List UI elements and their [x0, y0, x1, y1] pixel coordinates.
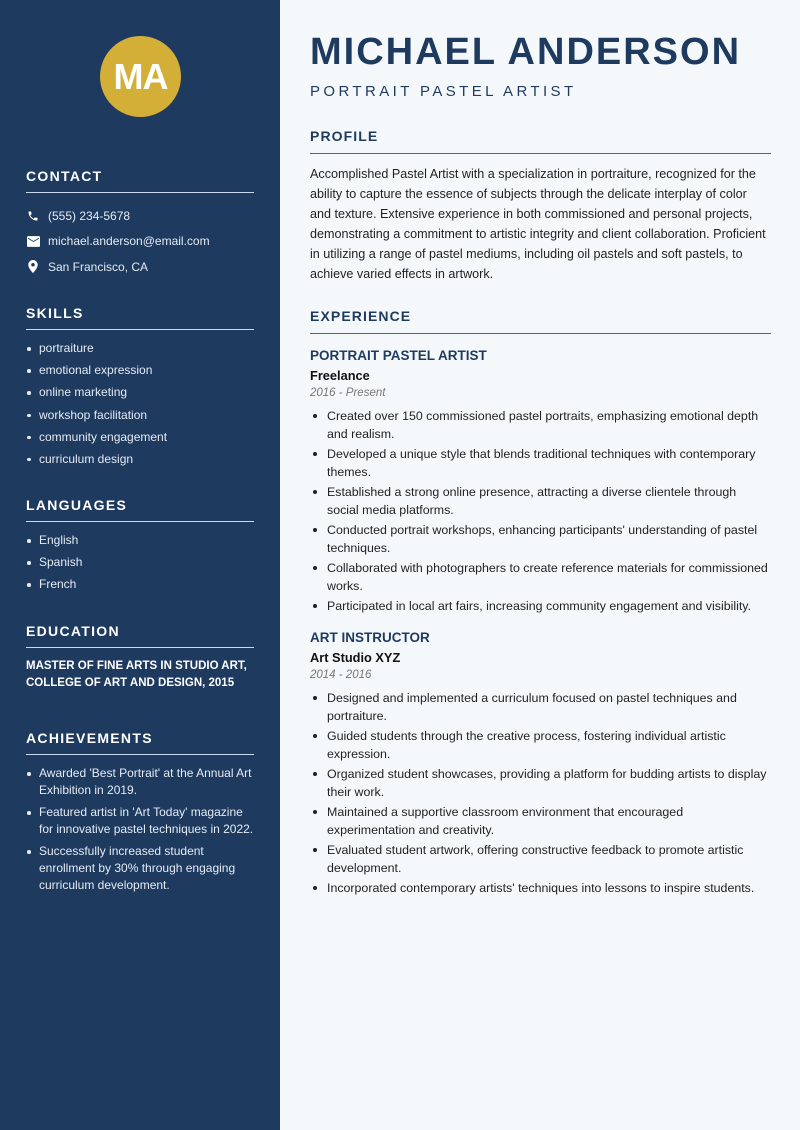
candidate-name: MICHAEL ANDERSON — [310, 31, 742, 73]
job-entry — [310, 348, 771, 615]
achievement-item: Awarded 'Best Portrait' at the Annual Art Exhibition in 2019. — [26, 765, 254, 799]
experience-section — [310, 308, 771, 899]
location-pin-icon — [26, 260, 40, 274]
skill-item: emotional expression — [26, 362, 254, 384]
achievements-list — [26, 765, 254, 894]
job-bullet: Incorporated contemporary artists' techniques into lessons to inspire students. — [310, 879, 771, 897]
phone-icon — [26, 209, 40, 223]
education-entry: MASTER OF FINE ARTS IN STUDIO ART, COLLEGE OF ART AND DESIGN, 2015 — [26, 660, 247, 689]
achievements-section — [26, 730, 254, 899]
email-icon — [26, 234, 40, 248]
skills-heading: SKILLS — [26, 305, 254, 330]
job-dates: 2016 - Present — [310, 387, 386, 399]
job-bullets — [310, 689, 771, 897]
contact-section — [26, 168, 254, 280]
job-bullet: Developed a unique style that blends traditional techniques with contemporary themes. — [310, 445, 771, 481]
job-bullet: Conducted portrait workshops, enhancing participants' understanding of pastel techniques. — [310, 521, 771, 557]
job-entry — [310, 630, 771, 897]
languages-list — [26, 532, 254, 599]
achievements-heading: ACHIEVEMENTS — [26, 730, 254, 755]
job-bullet: Created over 150 commissioned pastel portraits, emphasizing emotional depth and realism. — [310, 407, 771, 443]
skills-list — [26, 340, 254, 473]
job-bullet: Participated in local art fairs, increasing community engagement and visibility. — [310, 597, 771, 615]
job-bullet: Maintained a supportive classroom environment that encouraged experimentation and creativity. — [310, 803, 771, 839]
job-dates: 2014 - 2016 — [310, 669, 372, 681]
contact-phone — [26, 203, 254, 229]
contact-heading: CONTACT — [26, 168, 254, 193]
language-item: English — [26, 532, 254, 554]
skill-item: portraiture — [26, 340, 254, 362]
avatar-initials: MA — [113, 55, 168, 97]
profile-summary: Accomplished Pastel Artist with a specialization in portraiture, recognized for the ability to capture the essence of subjects through the delicate interplay of color and texture. Extensive experience in both commissioned and personal projects, demonstrating a commitment to artistic integrity and client collaboration. Proficient in utilizing a range of pastel mediums, including oil pastels and soft pastels, to achieve varied effects in artwork. — [310, 167, 766, 281]
avatar — [100, 36, 181, 117]
skill-item: online marketing — [26, 384, 254, 406]
achievement-item: Featured artist in 'Art Today' magazine for innovative pastel techniques in 2022. — [26, 804, 254, 838]
phone-text[interactable]: (555) 234-5678 — [48, 208, 131, 223]
experience-heading: EXPERIENCE — [310, 308, 771, 334]
location-text: San Francisco, CA — [48, 259, 149, 274]
job-bullet: Organized student showcases, providing a platform for budding artists to display their work. — [310, 765, 771, 801]
achievement-item: Successfully increased student enrollment by 30% through engaging curriculum development. — [26, 843, 254, 894]
sidebar — [0, 0, 280, 1130]
skill-item: community engagement — [26, 429, 254, 451]
language-item: French — [26, 576, 254, 598]
job-bullet: Designed and implemented a curriculum focused on pastel techniques and portraiture. — [310, 689, 771, 725]
profile-heading: PROFILE — [310, 128, 771, 154]
job-bullet: Evaluated student artwork, offering constructive feedback to promote artistic development. — [310, 841, 771, 877]
skill-item: workshop facilitation — [26, 407, 254, 429]
education-heading: EDUCATION — [26, 623, 254, 648]
job-bullets — [310, 407, 771, 615]
skills-section — [26, 305, 254, 473]
contact-location — [26, 254, 254, 280]
job-title: PORTRAIT PASTEL ARTIST — [310, 348, 487, 363]
job-company: Freelance — [310, 368, 370, 383]
contact-email — [26, 229, 254, 255]
job-bullet: Guided students through the creative process, fostering individual artistic expression. — [310, 727, 771, 763]
job-company: Art Studio XYZ — [310, 650, 401, 665]
email-text[interactable]: michael.anderson@email.com — [48, 234, 210, 249]
job-bullet: Collaborated with photographers to create reference materials for commissioned works. — [310, 559, 771, 595]
languages-section — [26, 497, 254, 599]
languages-heading: LANGUAGES — [26, 497, 254, 522]
candidate-role: PORTRAIT PASTEL ARTIST — [310, 83, 577, 100]
job-bullet: Established a strong online presence, attracting a diverse clientele through social media platforms. — [310, 483, 771, 519]
language-item: Spanish — [26, 554, 254, 576]
profile-section — [310, 128, 771, 284]
education-section — [26, 623, 254, 692]
skill-item: curriculum design — [26, 451, 254, 473]
job-title: ART INSTRUCTOR — [310, 630, 430, 645]
